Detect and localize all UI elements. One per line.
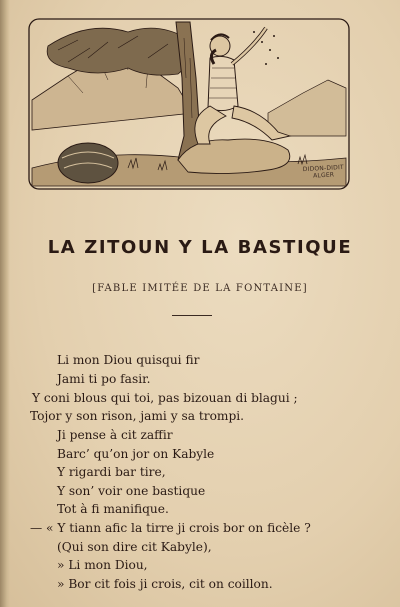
poem-line: Tojor y son rison, jami y sa trompi. [30,409,245,423]
illustration-drawing [28,18,350,193]
poem-line: Li mon Diou quisqui fir [57,353,200,367]
illustrator-signature: DIDON-DIDIT ALGER [302,163,344,180]
poem-line: — « Y tiann afic la tirre ji crois bor on ficèle ? [30,521,311,535]
poem-line: » Li mon Diou, [57,558,148,572]
poem-line: Y coni blous qui toi, pas bizouan di blagui ; [32,391,298,405]
poem-line: » Bor cit fois ji crois, cit on coillon. [57,577,273,591]
poem-line: (Qui son dire cit Kabyle), [57,540,212,554]
fable-illustration [28,18,350,193]
fable-subtitle: [FABLE IMITÉE DE LA FONTAINE] [92,283,308,294]
poem-line: Barc’ qu’on jor on Kabyle [57,447,215,461]
poem-line: Ji pense à cit zaffir [57,428,173,442]
poem-line: Jami ti po fasir. [57,372,151,386]
poem-line: Y rigardi bar tire, [57,465,166,479]
page-gutter-shadow [0,0,10,607]
poem-line: Tot à fi manifique. [57,502,169,516]
title-divider [172,315,212,316]
fable-title: LA ZITOUN Y LA BASTIQUE [47,237,353,258]
poem-line: Y son’ voir one bastique [57,484,206,498]
